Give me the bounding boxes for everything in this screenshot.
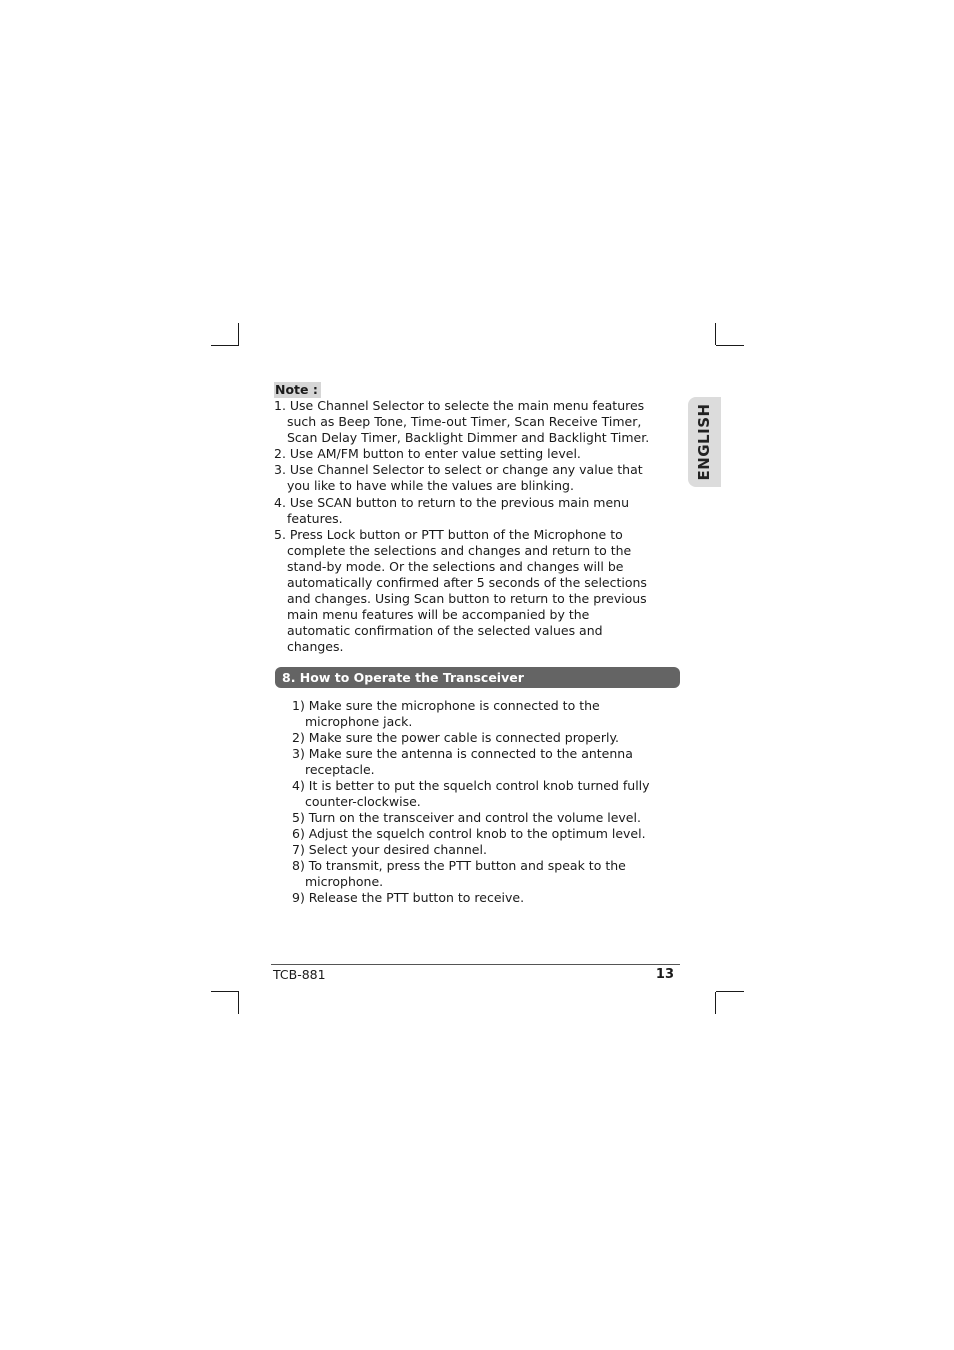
footer-rule [271, 964, 680, 965]
steps-list [292, 698, 662, 906]
note-label: Note : [274, 382, 321, 398]
note-item: 2. Use AM/FM button to enter value setting level. [274, 446, 581, 462]
crop-mark [238, 323, 239, 345]
note-item: 1. Use Channel Selector to selecte the main menu features such as Beep Tone, Time-out Timer, Scan Receive Timer, Scan Delay Timer, Backlight Dimmer and Backlight Timer. [274, 398, 650, 446]
language-tab-label: ENGLISH [695, 403, 713, 481]
note-list [274, 398, 654, 656]
crop-mark [716, 991, 744, 992]
crop-mark [211, 991, 239, 992]
note-item: 4. Use SCAN button to return to the previous main menu features. [274, 494, 630, 526]
step-item: 8) To transmit, press the PTT button and speak to the microphone. [292, 858, 626, 889]
step-item: 9) Release the PTT button to receive. [292, 890, 525, 905]
section-heading: 8. How to Operate the Transceiver [275, 667, 680, 688]
step-item: 1) Make sure the microphone is connected to the microphone jack. [292, 698, 600, 729]
step-item: 3) Make sure the antenna is connected to the antenna receptacle. [292, 746, 633, 777]
crop-mark [715, 992, 716, 1014]
step-item: 5) Turn on the transceiver and control the volume level. [292, 810, 641, 825]
step-item: 4) It is better to put the squelch control knob turned fully counter-clockwise. [292, 778, 650, 809]
step-item: 6) Adjust the squelch control knob to the optimum level. [292, 826, 646, 841]
step-item: 2) Make sure the power cable is connected properly. [292, 730, 620, 745]
crop-mark [211, 345, 239, 346]
crop-mark [716, 345, 744, 346]
note-item: 3. Use Channel Selector to select or change any value that you like to have while the values are blinking. [274, 462, 643, 494]
step-item: 7) Select your desired channel. [292, 842, 487, 857]
note-item: 5. Press Lock button or PTT button of the Microphone to complete the selections and changes and return to the stand-by mode. Or the selections and changes will be automatically confirmed after 5 seconds of the selections and changes. Using Scan button to return to the previous main menu features will be accompanied by the automatic confirmation of the selected values and changes. [274, 526, 647, 655]
model-number: TCB-881 [273, 967, 326, 982]
page-number: 13 [655, 967, 674, 982]
crop-mark [715, 323, 716, 345]
crop-mark [238, 992, 239, 1014]
